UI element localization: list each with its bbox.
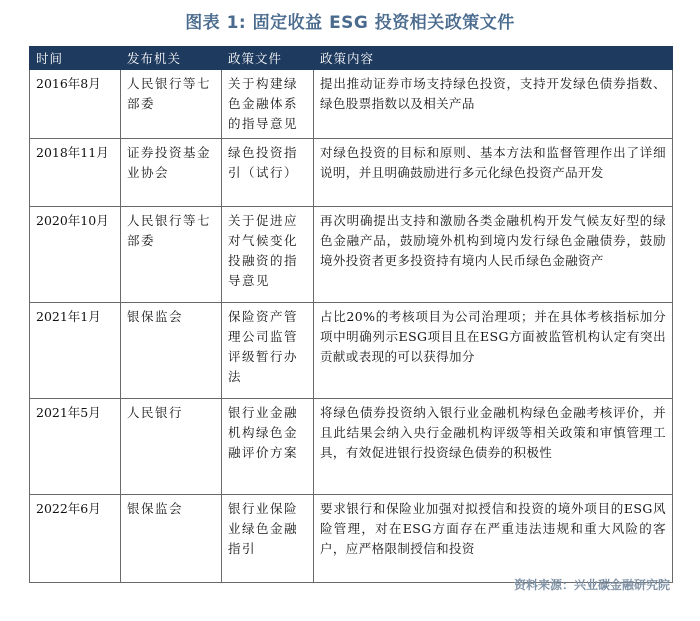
cell-document: 保险资产管理公司监管评级暂行办法 <box>222 303 314 399</box>
cell-content: 要求银行和保险业加强对拟授信和投资的境外项目的ESG风险管理，对在ESG方面存在严重违法违规和重大风险的客户，应严格限制授信和投资 <box>314 495 673 583</box>
policy-table <box>29 46 673 583</box>
cell-date: 2016年8月 <box>30 70 121 139</box>
cell-agency: 人民银行等七部委 <box>121 207 222 303</box>
cell-content: 提出推动证券市场支持绿色投资，支持开发绿色债券指数、绿色股票指数以及相关产品 <box>314 70 673 139</box>
cell-content: 将绿色债券投资纳入银行业金融机构绿色金融考核评价，并且此结果会纳入央行金融机构评级等相关政策和审慎管理工具，有效促进银行投资绿色债券的积极性 <box>314 399 673 495</box>
cell-document: 关于构建绿色金融体系的指导意见 <box>222 70 314 139</box>
cell-content: 占比20%的考核项目为公司治理项；并在具体考核指标加分项中明确列示ESG项目且在ESG方面被监管机构认定有突出贡献或表现的可以获得加分 <box>314 303 673 399</box>
cell-date: 2020年10月 <box>30 207 121 303</box>
table-row <box>30 139 673 207</box>
cell-document: 绿色投资指引（试行） <box>222 139 314 207</box>
table-header-row <box>30 47 673 70</box>
source-note: 资料来源：兴业碳金融研究院 <box>513 578 670 592</box>
header-content: 政策内容 <box>314 47 673 70</box>
table-row <box>30 399 673 495</box>
table-row <box>30 70 673 139</box>
cell-agency: 人民银行 <box>121 399 222 495</box>
cell-agency: 银保监会 <box>121 303 222 399</box>
cell-date: 2018年11月 <box>30 139 121 207</box>
header-agency: 发布机关 <box>121 47 222 70</box>
cell-date: 2022年6月 <box>30 495 121 583</box>
cell-date: 2021年1月 <box>30 303 121 399</box>
header-date: 时间 <box>30 47 121 70</box>
cell-document: 关于促进应对气候变化投融资的指导意见 <box>222 207 314 303</box>
header-document: 政策文件 <box>222 47 314 70</box>
figure-title: 图表 1: 固定收益 ESG 投资相关政策文件 <box>185 13 515 33</box>
table-row <box>30 303 673 399</box>
table-row <box>30 495 673 583</box>
cell-date: 2021年5月 <box>30 399 121 495</box>
cell-content: 对绿色投资的目标和原则、基本方法和监督管理作出了详细说明，并且明确鼓励进行多元化绿色投资产品开发 <box>314 139 673 207</box>
cell-agency: 证券投资基金业协会 <box>121 139 222 207</box>
table-row <box>30 207 673 303</box>
cell-document: 银行业金融机构绿色金融评价方案 <box>222 399 314 495</box>
cell-document: 银行业保险业绿色金融指引 <box>222 495 314 583</box>
cell-content: 再次明确提出支持和激励各类金融机构开发气候友好型的绿色金融产品，鼓励境外机构到境内发行绿色金融债券，鼓励境外投资者更多投资持有境内人民币绿色金融资产 <box>314 207 673 303</box>
cell-agency: 人民银行等七部委 <box>121 70 222 139</box>
cell-agency: 银保监会 <box>121 495 222 583</box>
